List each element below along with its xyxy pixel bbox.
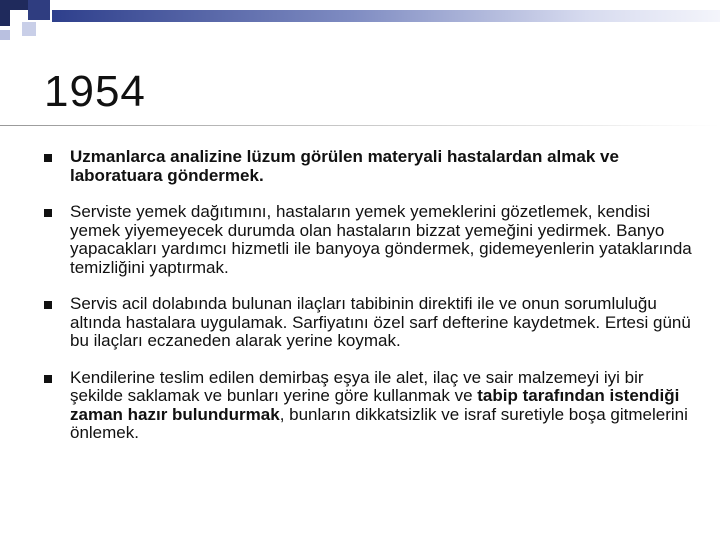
bullet-text-part: Kendilerine teslim edilen demirbaş eşya ile alet, ilaç ve sair malzemeyi iyi bir şekilde saklamak ve bunları yerine göre kullanmak ve xyxy=(70,367,644,405)
square-bullet-icon xyxy=(44,154,52,162)
slide-title: 1954 xyxy=(44,67,146,116)
header-decoration xyxy=(0,0,720,50)
square-bullet-icon xyxy=(44,209,52,217)
bullet-text xyxy=(70,369,700,443)
bullet-text: Uzmanlarca analizine lüzum görülen materyali hastalardan almak ve laboratuara göndermek. xyxy=(70,147,619,185)
decor-square xyxy=(0,30,10,40)
decor-square xyxy=(22,22,36,36)
bullet-item xyxy=(40,203,700,277)
bullet-list xyxy=(40,148,700,443)
bullet-text-emphasis: tabip tarafından istendiği zaman hazır bulundurmak xyxy=(70,386,680,424)
bullet-item xyxy=(40,369,700,443)
square-bullet-icon xyxy=(44,375,52,383)
bullet-text-part: , bunların dikkatsizlik ve israf suretiyle boşa gitmelerini önlemek. xyxy=(70,404,688,442)
decor-square xyxy=(28,0,50,20)
bullet-text: Servis acil dolabında bulunan ilaçları tabibinin direktifi ile ve onun sorumluluğu altında hastalara uygulamak. Sarfiyatını özel sarf defterine kaydetmek. Ertesi günü bu ilaçları eczaneden alarak yerine koymak. xyxy=(70,294,691,350)
bullet-item xyxy=(40,148,700,185)
gradient-strip xyxy=(52,10,720,22)
bullet-item xyxy=(40,295,700,351)
bullet-text: Serviste yemek dağıtımını, hastaların yemek yemeklerini gözetlemek, kendisi yemek yiyemeyecek durumda olan hastaların bizzat yemeğini yedirmek. Banyo yapacakları yardımcı hizmetli ile banyoya göndermek, gidemeyenlerin yataklarında temizliğini yaptırmak. xyxy=(70,202,692,277)
square-bullet-icon xyxy=(44,301,52,309)
title-divider xyxy=(0,125,720,126)
